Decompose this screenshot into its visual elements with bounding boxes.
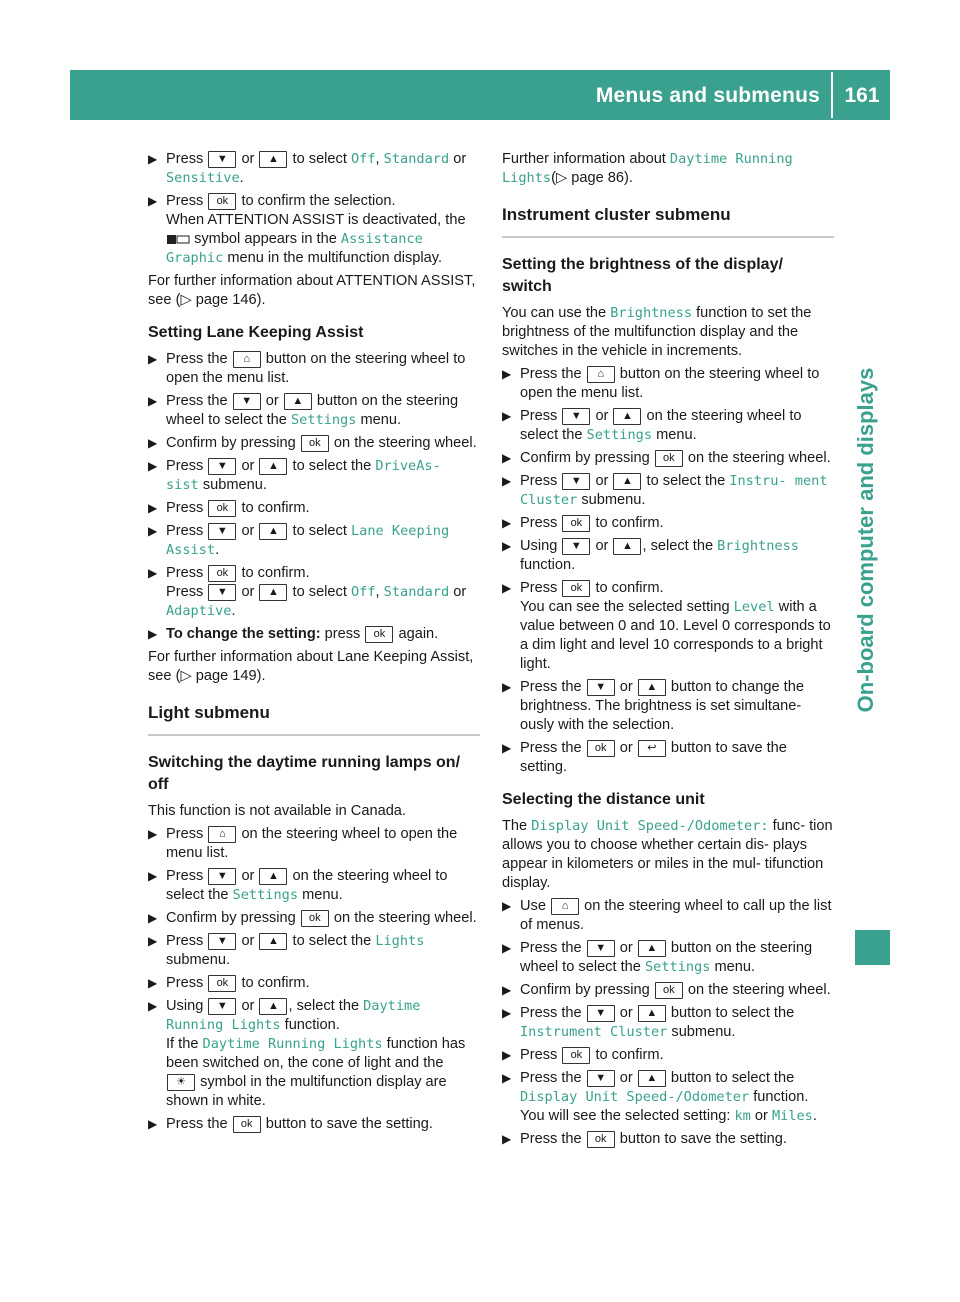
step-arrow-icon: ▶ [502,451,512,465]
down-arrow-icon: ▼ [562,408,590,425]
menu-term: Lane Keeping Assist [166,523,450,558]
step-arrow-icon: ▶ [148,827,158,841]
menu-term: Display Unit Speed-/Odometer [520,1089,750,1105]
instruction-step: ▶ Press ▼ or ▲ to select the Instru‐ ment Cluster submenu. [502,473,828,508]
step-arrow-icon: ▶ [148,459,158,473]
instruction-step: ▶ Press ok to confirm the selection. When ATTENTION ASSIST is deactivated, the symbol appears in the Assistance Graphic menu in the multifunction display. [148,193,466,266]
up-arrow-icon: ▲ [259,458,287,475]
down-arrow-icon: ▼ [208,523,236,540]
step-arrow-icon: ▶ [148,501,158,515]
section-rule [148,734,480,736]
step-arrow-icon: ▶ [148,524,158,538]
section-heading: Instrument cluster submenu [502,205,731,224]
light-icon: ☀ [167,1074,195,1091]
instruction-step: ▶ Press ▼ or ▲ to select Off, Standard or Sensitive. [148,151,467,186]
step-arrow-icon: ▶ [148,352,158,366]
instruction-step: ▶ Press ok to confirm. [502,1047,664,1063]
menu-term: Assistance Graphic [166,231,423,266]
instruction-step: ▶ Confirm by pressing ok on the steering wheel. [148,435,477,451]
instruction-step: ▶ Press the ▼ or ▲ button to select the Instrument Cluster submenu. [502,1005,795,1040]
up-arrow-icon: ▲ [638,1070,666,1087]
down-arrow-icon: ▼ [587,1005,615,1022]
ok-button-icon: ok [587,740,615,757]
menu-term: Standard [383,584,450,600]
instruction-step: ▶ Press the ⌂ button on the steering wheel to open the menu list. [148,351,466,386]
home-icon: ⌂ [587,366,615,383]
instruction-step: ▶ Press ok to confirm. You can see the selected setting Level with a value between 0 and 10. Level 0 corresponds to a dim light and level 10 corresponds to a bright light. [502,580,831,672]
instruction-step: ▶ Using ▼ or ▲ , select the Daytime Running Lights function. If the Daytime Running Lights function has been switched on, the cone of light and the ☀ symbol in the multifunction display are shown in white. [148,998,466,1109]
menu-term: Miles [771,1108,813,1124]
up-arrow-icon: ▲ [259,868,287,885]
down-arrow-icon: ▼ [587,940,615,957]
step-arrow-icon: ▶ [502,474,512,488]
instruction-step: ▶ Press the ok or ↩ button to save the setting. [502,740,787,775]
ok-button-icon: ok [233,1116,261,1133]
instruction-step: ▶ Press ▼ or ▲ on the steering wheel to select the Settings menu. [502,408,802,443]
step-arrow-icon: ▶ [502,581,512,595]
ok-button-icon: ok [365,626,393,643]
up-arrow-icon: ▲ [259,151,287,168]
menu-term: Sensitive [166,170,240,186]
step-arrow-icon: ▶ [502,1006,512,1020]
ok-button-icon: ok [655,982,683,999]
instruction-step: ▶ Press the ▼ or ▲ button to change the brightness. The brightness is set simultane‐ ously with the selection. [502,679,804,733]
step-arrow-icon: ▶ [502,680,512,694]
instruction-step: ▶ Press the ▼ or ▲ button to select the Display Unit Speed-/Odometer function. You will see the selected setting: km or Miles. [502,1070,817,1124]
up-arrow-icon: ▲ [613,473,641,490]
menu-term: Settings [232,887,299,903]
step-arrow-icon: ▶ [148,627,158,641]
step-arrow-icon: ▶ [502,409,512,423]
menu-term: Instru‐ ment Cluster [520,473,828,508]
ok-button-icon: ok [562,1047,590,1064]
ok-button-icon: ok [208,565,236,582]
chapter-marker-block [855,930,890,965]
paragraph: For further information about Lane Keeping Assist, see (▷ page 149). [148,649,474,684]
up-arrow-icon: ▲ [638,679,666,696]
up-arrow-icon: ▲ [613,538,641,555]
paragraph: Further information about Daytime Running Lights(▷ page 86). [502,151,793,186]
instruction-step: ▶ Press the ▼ or ▲ button on the steering wheel to select the Settings menu. [148,393,459,428]
up-arrow-icon: ▲ [259,523,287,540]
menu-term: Settings [586,427,653,443]
ok-button-icon: ok [208,193,236,210]
instruction-step: ▶ Confirm by pressing ok on the steering wheel. [502,450,831,466]
step-arrow-icon: ▶ [502,1048,512,1062]
ok-button-icon: ok [562,515,590,532]
down-arrow-icon: ▼ [562,538,590,555]
down-arrow-icon: ▼ [208,868,236,885]
menu-term: Standard [383,151,450,167]
down-arrow-icon: ▼ [208,998,236,1015]
instruction-step: ▶ Use ⌂ on the steering wheel to call up the list of menus. [502,898,832,933]
section-heading: Light submenu [148,703,270,722]
instruction-step: ▶ Press ⌂ on the steering wheel to open the menu list. [148,826,458,861]
up-arrow-icon: ▲ [259,998,287,1015]
menu-term: km [734,1108,751,1124]
menu-term: Off [350,584,376,600]
step-arrow-icon: ▶ [502,899,512,913]
paragraph: The Display Unit Speed-/Odometer: func‐ tion allows you to choose whether certain dis‐ plays appear in kilometers or miles in the mul‐ tifunction display. [502,818,833,891]
step-arrow-icon: ▶ [148,911,158,925]
home-icon: ⌂ [233,351,261,368]
step-arrow-icon: ▶ [502,539,512,553]
up-arrow-icon: ▲ [284,393,312,410]
subheading: Setting Lane Keeping Assist [148,324,364,341]
instruction-step: ▶ Press ok to confirm. [148,500,310,516]
ok-button-icon: ok [562,580,590,597]
step-arrow-icon: ▶ [148,934,158,948]
header-divider [831,72,833,118]
menu-term: Daytime Running Lights [166,998,421,1033]
menu-term: Instrument Cluster [520,1024,668,1040]
step-arrow-icon: ▶ [148,999,158,1013]
instruction-step: ▶ Press ok to confirm. [148,975,310,991]
instruction-step: ▶ Press the ⌂ button on the steering wheel to open the menu list. [502,366,820,401]
step-arrow-icon: ▶ [148,976,158,990]
step-arrow-icon: ▶ [502,1132,512,1146]
ok-button-icon: ok [208,975,236,992]
step-arrow-icon: ▶ [148,1117,158,1131]
right-column [502,150,834,1153]
left-column [148,150,480,1138]
instruction-step: ▶ Press ▼ or ▲ to select the DriveAs‐ sist submenu. [148,458,441,493]
step-arrow-icon: ▶ [502,516,512,530]
menu-term: Adaptive [166,603,232,619]
down-arrow-icon: ▼ [208,151,236,168]
step-arrow-icon: ▶ [148,436,158,450]
home-icon: ⌂ [551,898,579,915]
step-arrow-icon: ▶ [502,1071,512,1085]
step-arrow-icon: ▶ [148,394,158,408]
ok-button-icon: ok [301,910,329,927]
menu-term: Daytime Running Lights [202,1036,383,1052]
menu-term: DriveAs‐ sist [166,458,441,493]
instruction-step: ▶ Press ok to confirm. Press ▼ or ▲ to select Off, Standard or Adaptive. [148,565,467,619]
paragraph: For further information about ATTENTION ASSIST, see (▷ page 146). [148,273,476,308]
menu-term: Brightness [610,305,693,321]
chapter-side-label: On-board computer and displays [853,367,878,713]
ok-button-icon: ok [301,435,329,452]
instruction-step: ▶ Press the ok button to save the setting. [502,1131,787,1147]
paragraph: You can use the Brightness function to set the brightness of the multifunction display and the switches in the vehicle in increments. [502,305,812,359]
up-arrow-icon: ▲ [259,584,287,601]
step-arrow-icon: ▶ [502,941,512,955]
menu-term: Level [733,599,775,615]
subheading: Setting the brightness of the display/ switch [502,256,783,295]
back-icon: ↩ [638,740,666,757]
step-arrow-icon: ▶ [502,741,512,755]
step-arrow-icon: ▶ [148,566,158,580]
up-arrow-icon: ▲ [638,940,666,957]
down-arrow-icon: ▼ [587,1070,615,1087]
menu-term: Display Unit Speed-/Odometer: [531,818,769,834]
up-arrow-icon: ▲ [638,1005,666,1022]
instruction-step: ▶ Using ▼ or ▲ , select the Brightness function. [502,538,799,573]
paragraph: This function is not available in Canada. [148,803,406,819]
menu-term: Lights [375,933,425,949]
home-icon: ⌂ [208,826,236,843]
menu-term: Daytime Running Lights [502,151,793,186]
instruction-step: ▶ Press ▼ or ▲ to select Lane Keeping Assist. [148,523,450,558]
page-number: 161 [844,84,880,107]
down-arrow-icon: ▼ [562,473,590,490]
instruction-step: ▶ Press the ▼ or ▲ button on the steering wheel to select the Settings menu. [502,940,813,975]
instruction-step: ▶ Confirm by pressing ok on the steering wheel. [502,982,831,998]
up-arrow-icon: ▲ [259,933,287,950]
instruction-step: ▶ Press ▼ or ▲ on the steering wheel to select the Settings menu. [148,868,448,903]
ok-button-icon: ok [208,500,236,517]
down-arrow-icon: ▼ [587,679,615,696]
step-arrow-icon: ▶ [502,983,512,997]
step-arrow-icon: ▶ [148,152,158,166]
subheading: Selecting the distance unit [502,791,705,808]
instruction-step: ▶ Press the ok button to save the setting. [148,1116,433,1132]
menu-term: Brightness [717,538,799,554]
down-arrow-icon: ▼ [208,458,236,475]
ok-button-icon: ok [655,450,683,467]
section-rule [502,236,834,238]
menu-term: Settings [644,959,711,975]
up-arrow-icon: ▲ [613,408,641,425]
page-title: Menus and submenus [595,84,820,107]
step-arrow-icon: ▶ [148,869,158,883]
step-arrow-icon: ▶ [502,367,512,381]
step-arrow-icon: ▶ [148,194,158,208]
ok-button-icon: ok [587,1131,615,1148]
down-arrow-icon: ▼ [208,584,236,601]
instruction-step: ▶ Confirm by pressing ok on the steering wheel. [148,910,477,926]
instruction-step: ▶ To change the setting: press ok again. [148,626,439,642]
down-arrow-icon: ▼ [233,393,261,410]
menu-term: Off [350,151,376,167]
down-arrow-icon: ▼ [208,933,236,950]
attention-assist-off-icon [166,233,190,246]
menu-term: Settings [290,412,357,428]
instruction-step: ▶ Press ▼ or ▲ to select the Lights submenu. [148,933,425,968]
instruction-step: ▶ Press ok to confirm. [502,515,664,531]
subheading: Switching the daytime running lamps on/ off [148,754,461,793]
